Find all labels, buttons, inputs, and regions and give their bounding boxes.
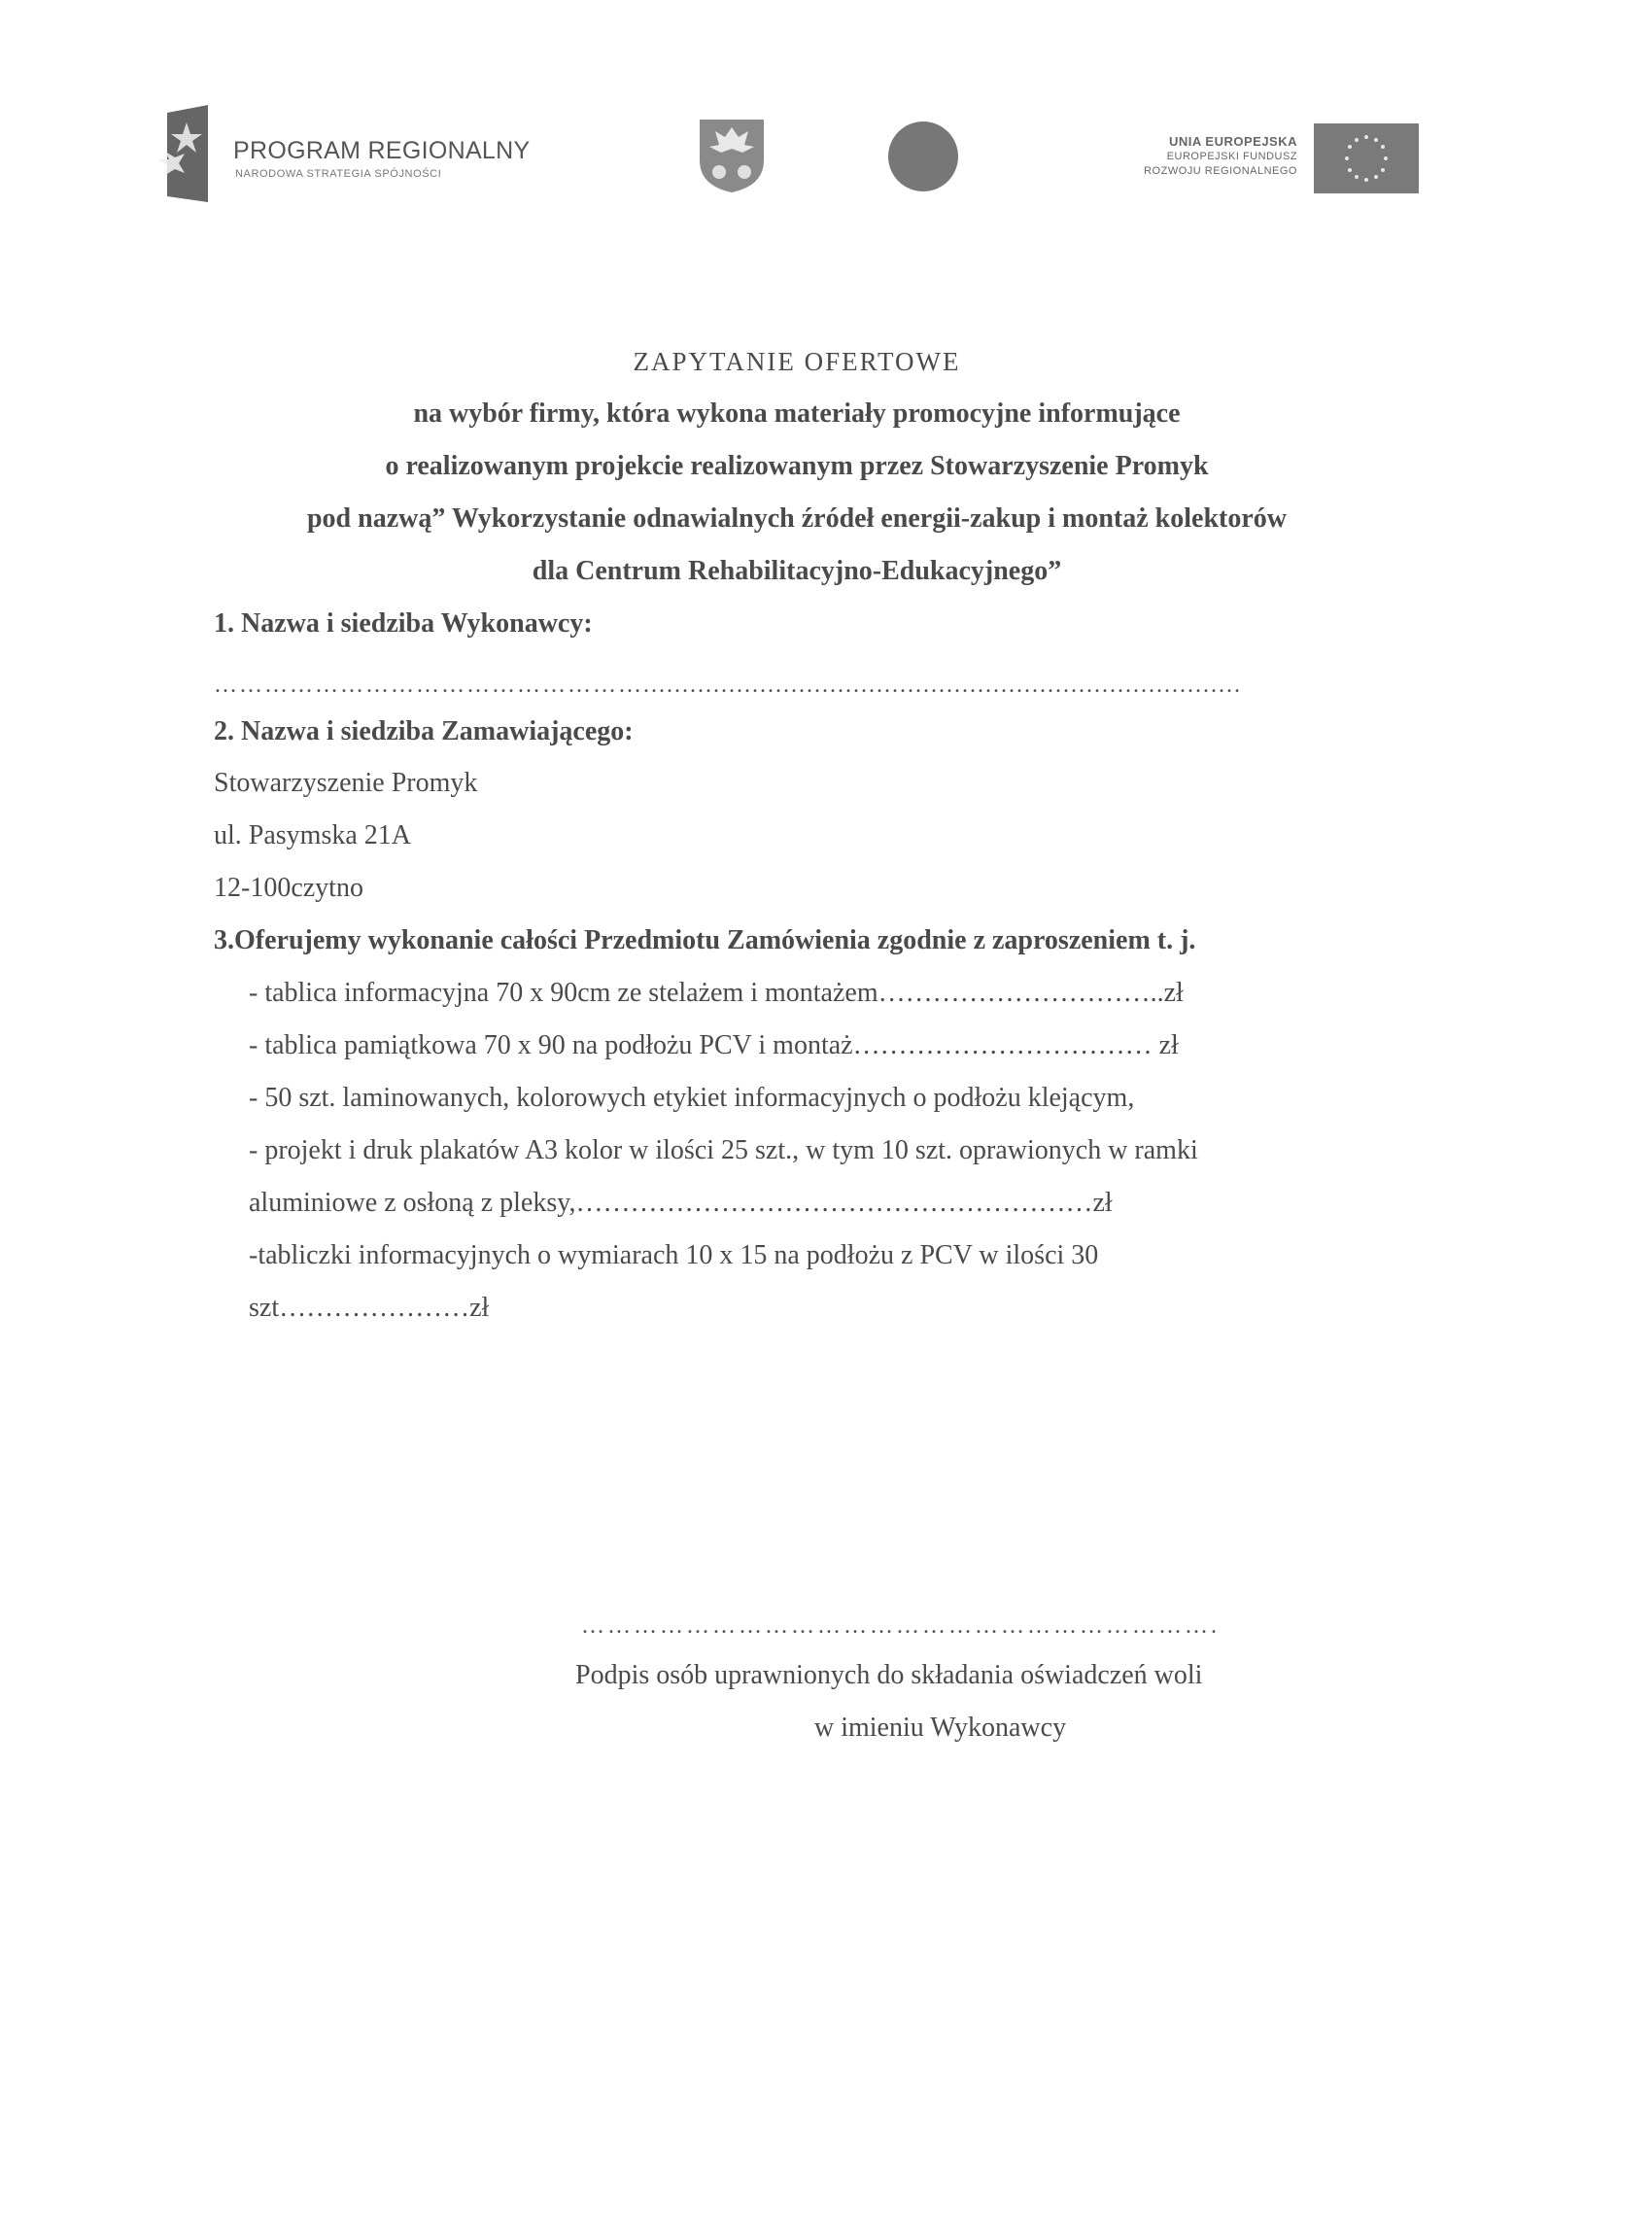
eu-line2: EUROPEJSKI FUNDUSZ	[1166, 151, 1297, 162]
eu-fund-logo	[1088, 121, 1419, 195]
logo-bar	[0, 102, 1652, 209]
orderer-street: ul. Pasymska 21A	[214, 820, 411, 850]
eu-line1: UNIA EUROPEJSKA	[1169, 134, 1297, 149]
offer-item: -tabliczki informacyjnych o wymiarach 10 x 15 na podłożu z PCV w ilości 30	[249, 1240, 1099, 1270]
eu-line3: ROZWOJU REGIONALNEGO	[1144, 165, 1297, 177]
section2-heading: 2. Nazwa i siedziba Zamawiającego:	[214, 716, 634, 746]
program-regionalny-logo	[157, 102, 595, 209]
program-regionalny-mark-icon	[157, 105, 214, 202]
subtitle-line-1: na wybór firmy, która wykona materiały promocyjne informujące	[413, 398, 1181, 429]
orderer-city: 12-100czytno	[214, 873, 363, 903]
grey-disc-logo	[888, 121, 958, 191]
signature-line: ……………………………………………………………….	[581, 1613, 1220, 1635]
program-title: PROGRAM REGIONALNY	[233, 137, 531, 164]
program-subtitle: NARODOWA STRATEGIA SPÓJNOŚCI	[235, 168, 442, 180]
offer-item: - projekt i druk plakatów A3 kolor w ilości 25 szt., w tym 10 szt. oprawionych w ramki	[249, 1135, 1198, 1165]
orderer-name: Stowarzyszenie Promyk	[214, 768, 478, 798]
signature-label-2: w imieniu Wykonawcy	[814, 1713, 1067, 1743]
subtitle-line-2: o realizowanym projekcie realizowanym przez Stowarzyszenie Promyk	[385, 451, 1209, 481]
offer-item: aluminiowe z osłoną z pleksy,…………………………………………………zł	[249, 1188, 1113, 1218]
subtitle-line-3: pod nazwą” Wykorzystanie odnawialnych źródeł energii-zakup i montaż kolektorów	[306, 503, 1287, 534]
subtitle-line-4: dla Centrum Rehabilitacyjno-Edukacyjnego”	[532, 556, 1062, 586]
document-title: ZAPYTANIE OFERTOWE	[633, 347, 961, 376]
eu-fund-text	[1144, 133, 1297, 179]
offer-item: - tablica informacyjna 70 x 90cm ze stelażem i montażem…………………………..zł	[249, 978, 1184, 1008]
section1-heading: 1. Nazwa i siedziba Wykonawcy:	[214, 608, 593, 639]
eu-flag-icon	[1314, 123, 1419, 193]
offer-item: - 50 szt. laminowanych, kolorowych etykiet informacyjnych o podłożu klejącym,	[249, 1083, 1135, 1113]
signature-label: Podpis osób uprawnionych do składania oświadczeń woli	[575, 1660, 1203, 1690]
section3-heading: 3.Oferujemy wykonanie całości Przedmiotu Zamówienia zgodnie z zaproszeniem t. j.	[214, 925, 1196, 955]
offer-item: - tablica pamiątkowa 70 x 90 na podłożu PCV i montaż…………………………… zł	[249, 1030, 1179, 1060]
coat-of-arms-icon	[698, 118, 766, 193]
contractor-blank-line: …………………………………………….............................................................................	[214, 673, 1242, 692]
offer-item: szt…………………zł	[249, 1293, 490, 1323]
